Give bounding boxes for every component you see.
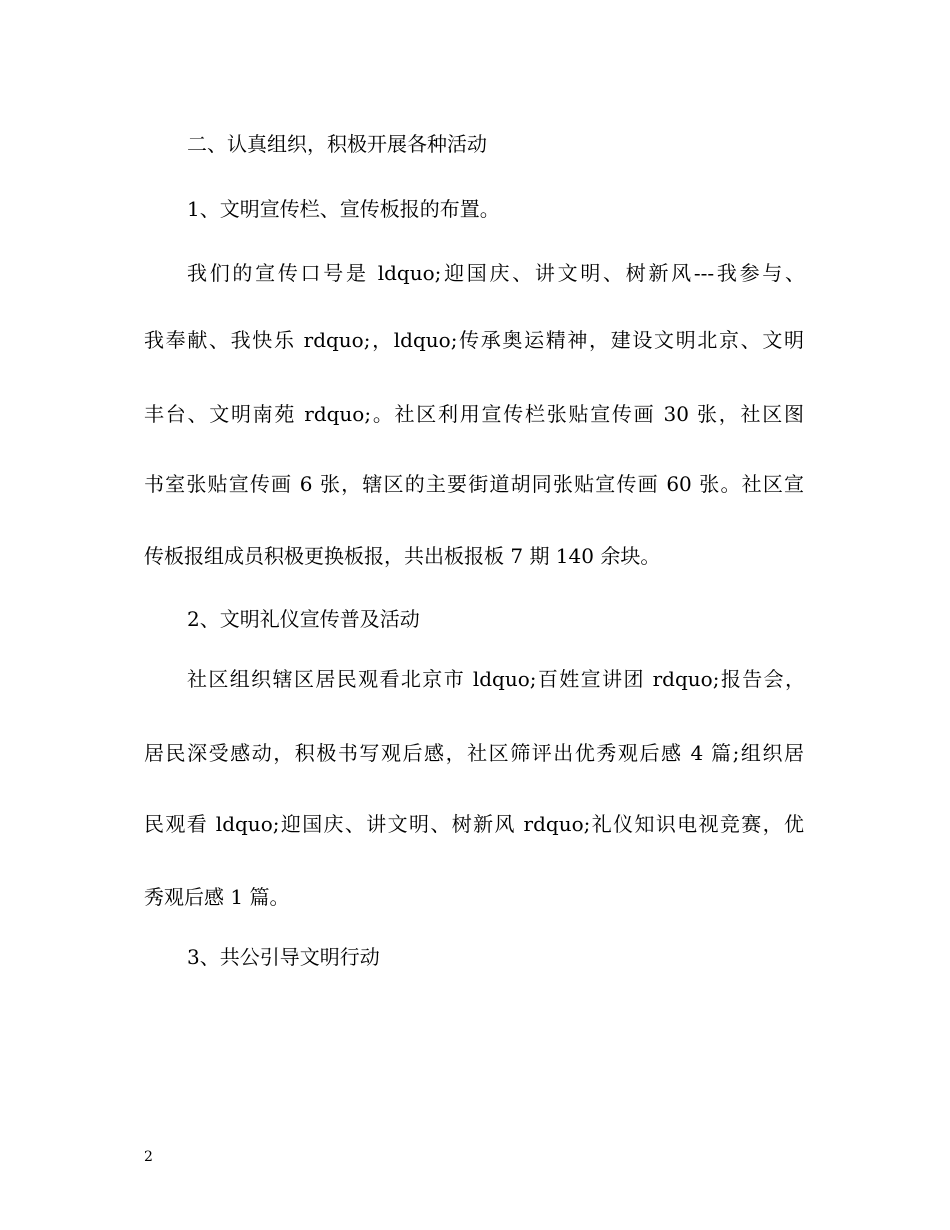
item-3-title: 3、共公引导文明行动 [187,945,380,969]
paragraph-2-line-3: 民观看 ldquo;迎国庆、讲文明、树新风 rdquo;礼仪知识电视竞赛，优 [144,812,804,836]
paragraph-1-line-4: 书室张贴宣传画 6 张，辖区的主要街道胡同张贴宣传画 60 张。社区宣 [144,472,804,496]
paragraph-1-line-1: 我们的宣传口号是 ldquo;迎国庆、讲文明、树新风---我参与、 [187,261,805,285]
item-1-title: 1、文明宣传栏、宣传板报的布置。 [187,197,500,221]
section-heading: 二、认真组织，积极开展各种活动 [187,132,487,156]
paragraph-1-line-3: 丰台、文明南苑 rdquo;。社区利用宣传栏张贴宣传画 30 张，社区图 [144,402,804,426]
paragraph-1-line-2: 我奉献、我快乐 rdquo;，ldquo;传承奥运精神，建设文明北京、文明 [144,328,804,352]
paragraph-2-line-4: 秀观后感 1 篇。 [144,885,290,909]
paragraph-1-line-5: 传板报组成员积极更换板报，共出板报板 7 期 140 余块。 [144,544,661,568]
paragraph-2-line-2: 居民深受感动，积极书写观后感，社区筛评出优秀观后感 4 篇;组织居 [144,741,804,765]
item-2-title: 2、文明礼仪宣传普及活动 [187,607,420,631]
paragraph-2-line-1: 社区组织辖区居民观看北京市 ldquo;百姓宣讲团 rdquo;报告会， [187,667,805,691]
page-number: 2 [144,1149,153,1165]
